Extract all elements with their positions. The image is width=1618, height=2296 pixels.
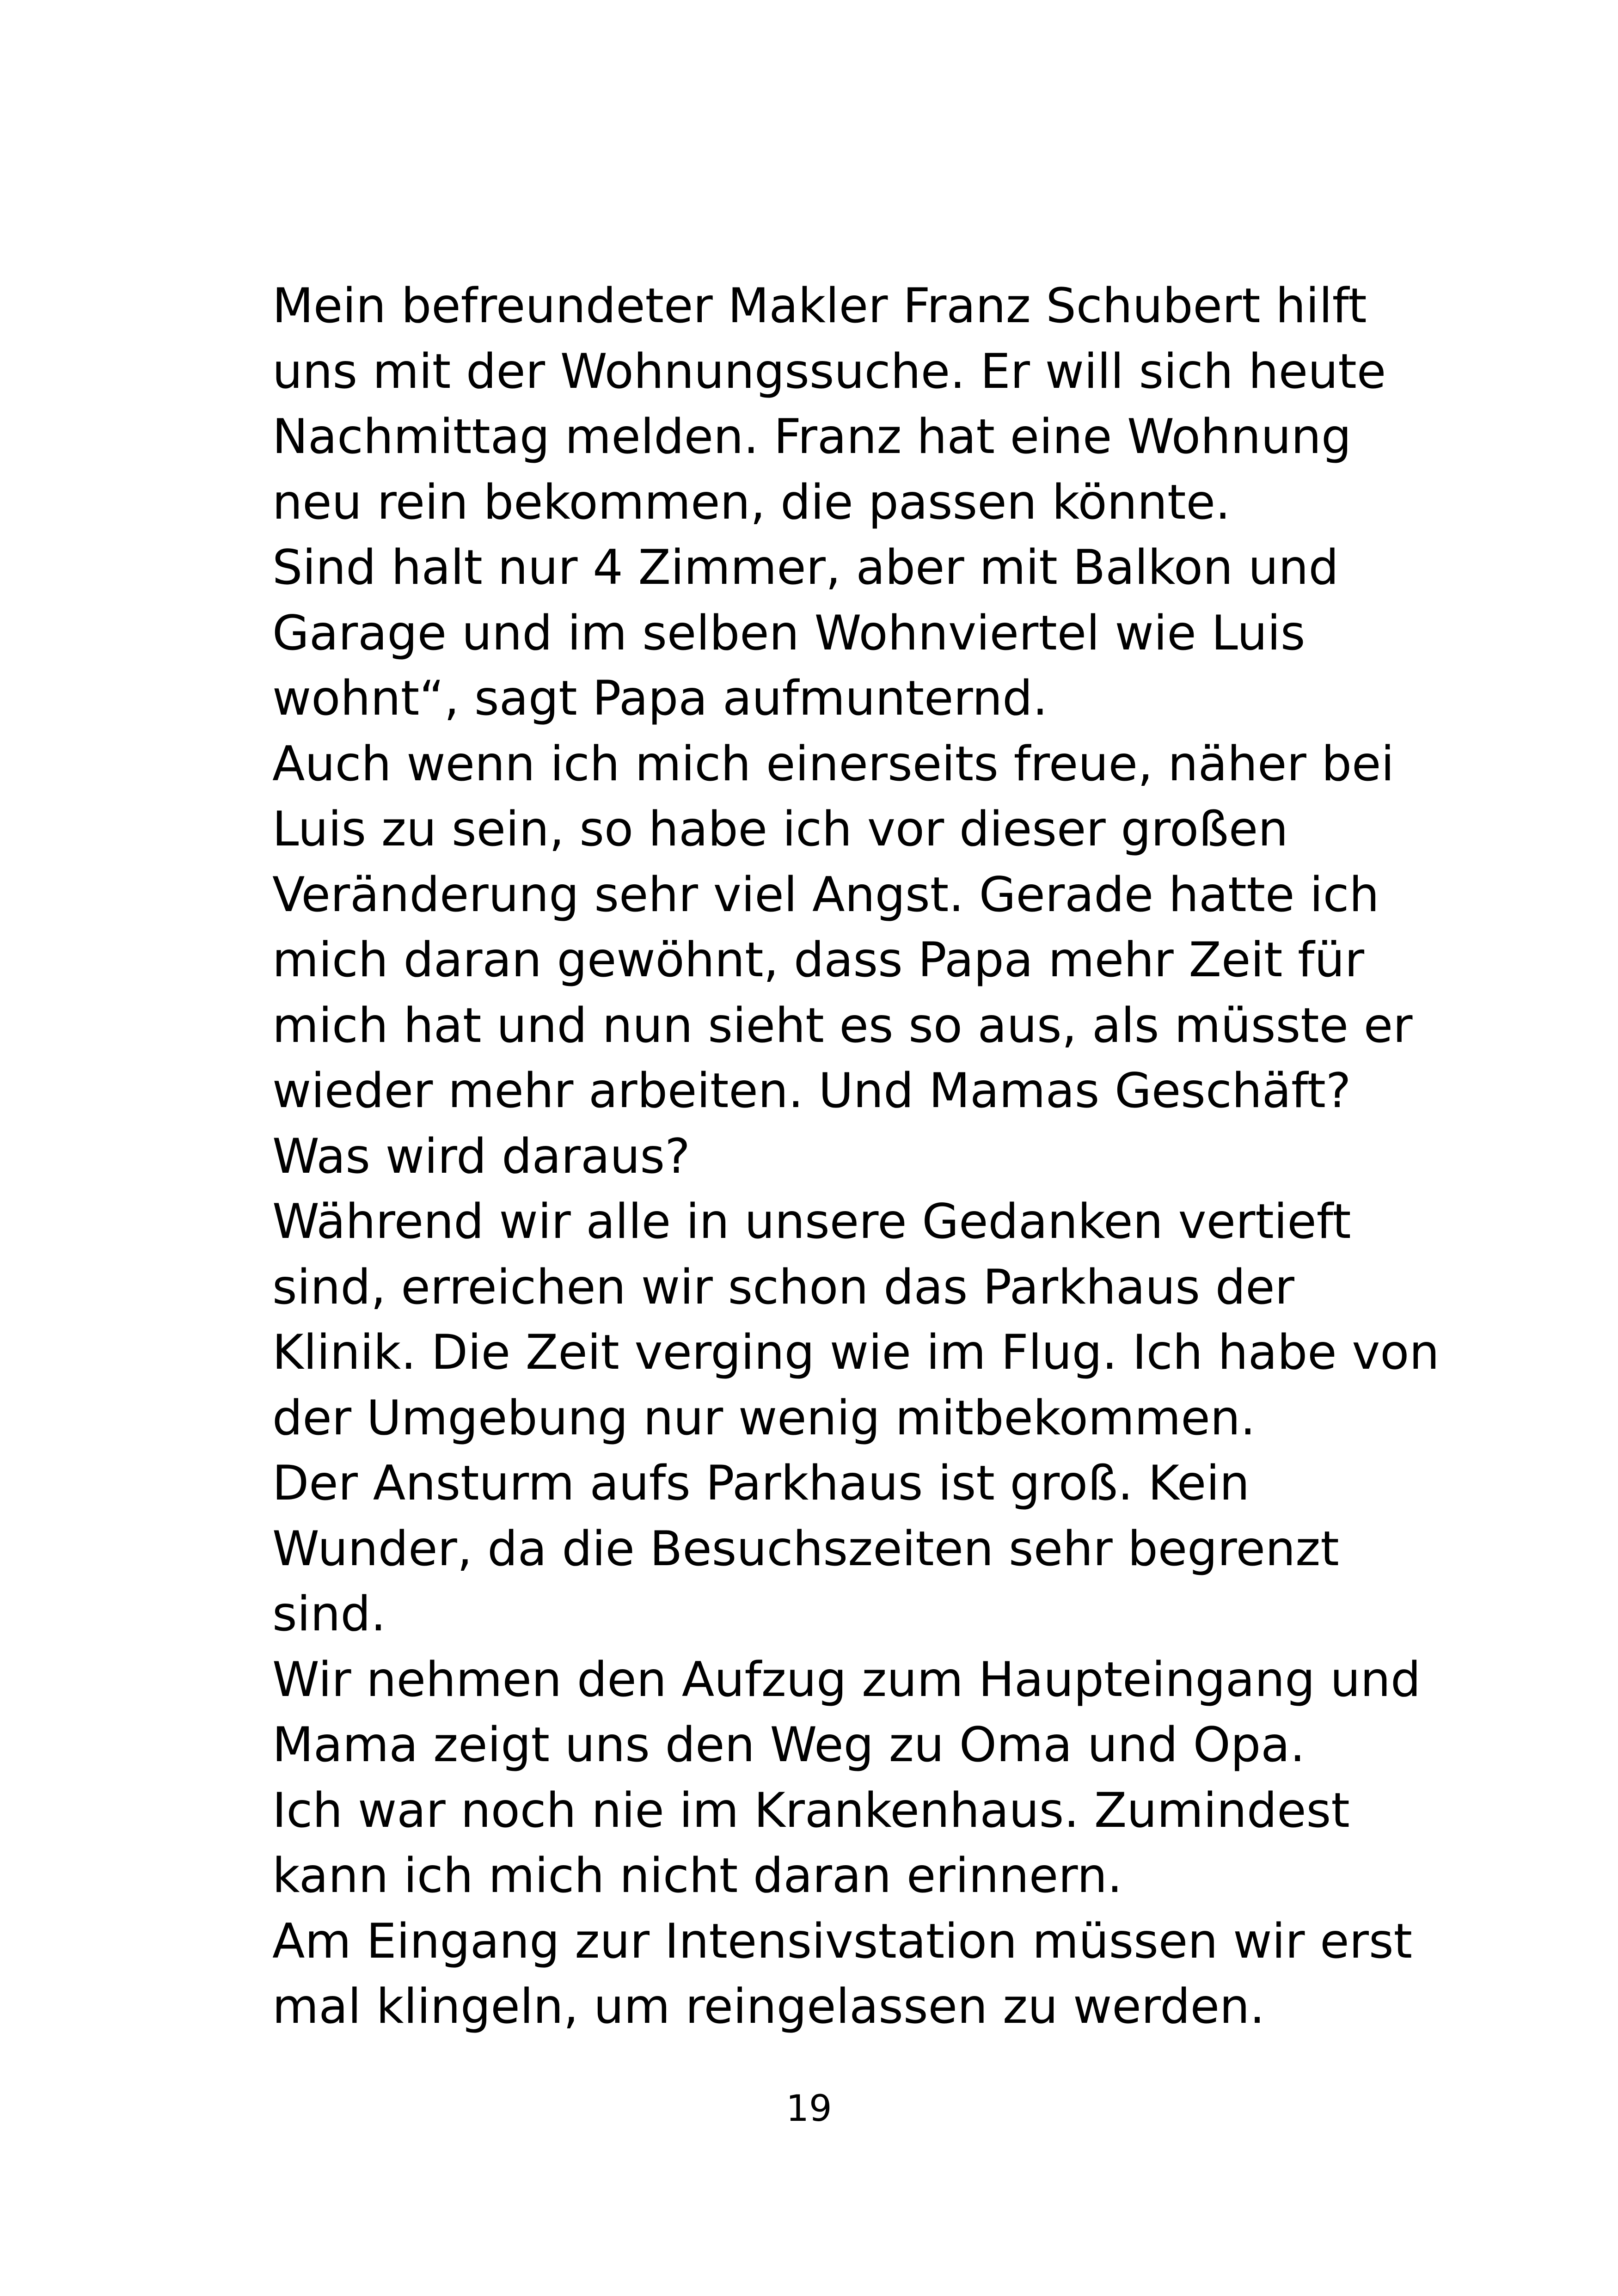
text-line: wieder mehr arbeiten. Und Mamas Geschäft?: [272, 1063, 1351, 1119]
text-line: Sind halt nur 4 Zimmer, aber mit Balkon und: [272, 540, 1339, 595]
text-line: Mama zeigt uns den Weg zu Oma und Opa.: [272, 1717, 1305, 1773]
text-line: Wunder, da die Besuchszeiten sehr begrenzt: [272, 1521, 1339, 1577]
text-line: Was wird daraus?: [272, 1128, 690, 1184]
text-line: neu rein bekommen, die passen könnte.: [272, 474, 1231, 530]
text-line: Mein befreundeter Makler Franz Schubert hilft: [272, 278, 1367, 334]
text-line: Veränderung sehr viel Angst. Gerade hatte ich: [272, 867, 1379, 923]
text-line: uns mit der Wohnungssuche. Er will sich heute: [272, 343, 1386, 399]
text-line: Am Eingang zur Intensivstation müssen wir erst: [272, 1913, 1413, 1969]
text-line: Ich war noch nie im Krankenhaus. Zumindest: [272, 1782, 1350, 1838]
text-line: sind, erreichen wir schon das Parkhaus der: [272, 1259, 1294, 1315]
body-text: [272, 274, 1440, 2040]
text-line: mich hat und nun sieht es so aus, als müsste er: [272, 998, 1413, 1053]
text-line: Während wir alle in unsere Gedanken vertieft: [272, 1194, 1351, 1249]
text-line: der Umgebung nur wenig mitbekommen.: [272, 1390, 1256, 1446]
text-line: Auch wenn ich mich einerseits freue, näher bei: [272, 736, 1394, 792]
text-line: Klinik. Die Zeit verging wie im Flug. Ich habe von: [272, 1325, 1440, 1380]
text-line: mal klingeln, um reingelassen zu werden.: [272, 1979, 1265, 2034]
text-line: wohnt“, sagt Papa aufmunternd.: [272, 671, 1048, 726]
text-line: Nachmittag melden. Franz hat eine Wohnung: [272, 409, 1352, 465]
text-line: Wir nehmen den Aufzug zum Haupteingang und: [272, 1652, 1421, 1708]
text-line: sind.: [272, 1586, 386, 1642]
text-line: kann ich mich nicht daran erinnern.: [272, 1848, 1122, 1904]
page-number: 19: [786, 2088, 832, 2130]
text-line: Luis zu sein, so habe ich vor dieser großen: [272, 802, 1288, 857]
text-line: mich daran gewöhnt, dass Papa mehr Zeit für: [272, 932, 1365, 988]
text-line: Der Ansturm aufs Parkhaus ist groß. Kein: [272, 1456, 1250, 1511]
text-line: Garage und im selben Wohnviertel wie Luis: [272, 605, 1305, 661]
